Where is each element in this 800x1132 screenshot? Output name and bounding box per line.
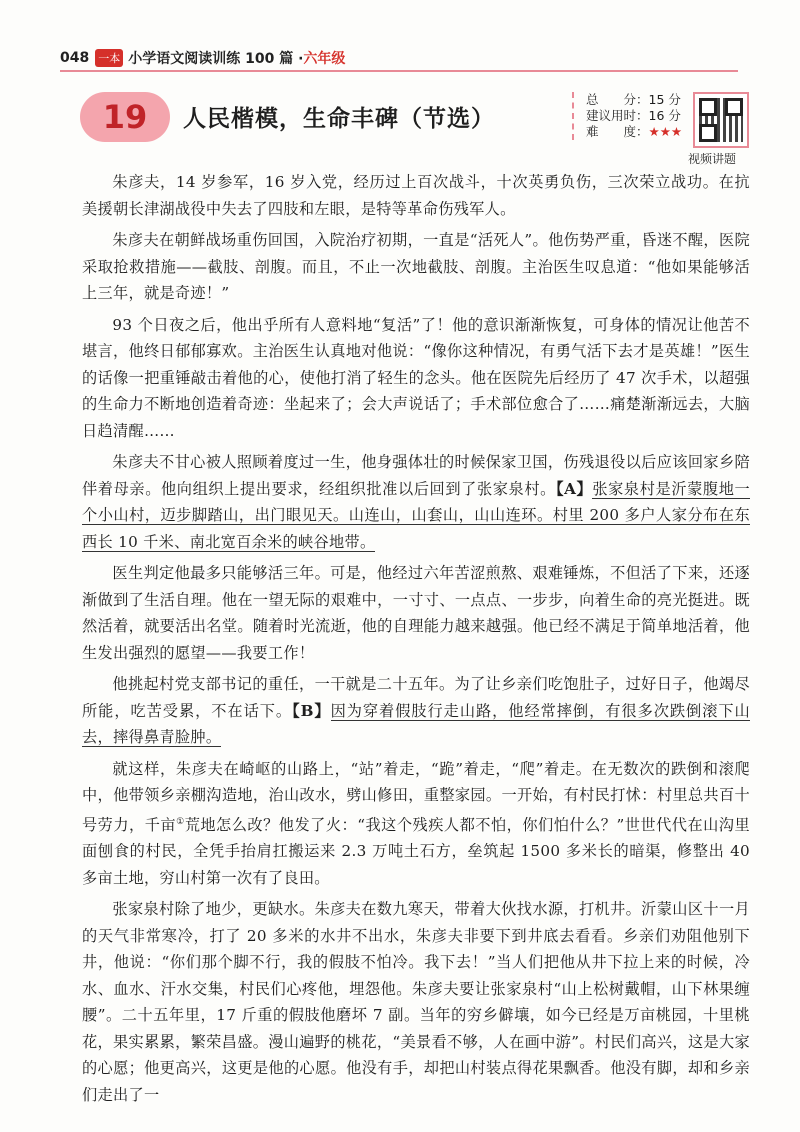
suggested-time-row: 建议用时：16 分 [586,108,681,123]
paragraph: 朱彦夫不甘心被人照顾着度过一生，他身强体壮的时候保家卫国，伤残退役以后应该回家乡陪伴着母亲。他向组织上提出要求，经组织批准以后回到了张家泉村。【A】张家泉村是沂蒙腹地一个小山村，迈步脚踏山，出门眼见天。山连山，山套山，山山连环。村里 200 多户人家分布在东西长 10 千米、南北宽百余米的峡谷地带。 [82,453,750,551]
difficulty-stars: ★★★ [648,124,683,139]
article-body [82,169,750,1113]
lesson-meta [572,92,690,140]
total-score-row: 总 分：15 分 [586,92,681,107]
qr-label: 视频讲题 [688,152,737,166]
underlined-sentence-b: 因为穿着假肢行走山路，他经常摔倒，有很多次跌倒滚下山去，摔得鼻青脸肿。 [82,701,750,746]
lesson-number: 19 [102,98,148,136]
brand-badge: 一本 [95,49,123,67]
qr-code-icon[interactable] [693,92,749,148]
underlined-sentence-a: 张家泉村是沂蒙腹地一个小山村，迈步脚踏山，出门眼见天。山连山，山套山，山山连环。村里 200 多户人家分布在东西长 10 千米、南北宽百余米的峡谷地带。 [82,479,750,551]
total-score: 15 分 [648,92,681,107]
grade-label: 六年级 [303,51,346,67]
qr-finder [725,98,743,116]
lesson-number-badge [80,92,170,142]
paragraph: 医生判定他最多只能够活三年。可是，他经过六年苦涩煎熬、艰难锤炼，不但活了下来，还逐渐做到了生活自理。他在一望无际的艰难中，一寸寸、一点点、一步步，向着生命的亮光挺进。既然活着，就要活出名堂。随着时光流逝，他的自理能力越来越强。他已经不满足于简单地活着，他生发出强烈的愿望——我要工作！ [82,564,750,662]
series-title: 小学语文阅读训练 100 篇 · [128,51,304,67]
marker-b: 【B】 [292,701,331,720]
page-header [60,48,345,68]
paragraph: 张家泉村除了地少，更缺水。朱彦夫在数九寒天，带着大伙找水源，打机井。沂蒙山区十一月的天气非常寒冷，打了 20 多米的水井不出水，朱彦夫非要下到井底去看看。乡亲们劝阻他别下井，他说：“你们那个脚不行，我的假肢不怕冷。我下去！”当人们把他从井下拉上来的时候，冷水、血水、汗水交集，村民们心疼他，埋怨他。朱彦夫要让张家泉村“山上松树戴帽，山下林果缠腰”。二十五年里，17 斤重的假肢他磨坏 7 副。当年的穷乡僻壤，如今已经是万亩桃园，十里桃花，果实累累，繁荣昌盛。漫山遍野的桃花，“美景看不够，人在画中游”。村民们高兴，这是大家的心愿；他更高兴，这更是他的心愿。他没有手，却把山村装点得花果飘香。他没有脚，却和乡亲们走出了一 [82,900,750,1104]
paragraph: 朱彦夫，14 岁参军，16 岁入党，经历过上百次战斗，十次英勇负伤，三次荣立战功。在抗美援朝长津湖战役中失去了四肢和左眼，是特等革命伤残军人。 [82,173,750,218]
qr-finder [699,124,717,142]
paragraph: 就这样，朱彦夫在崎岖的山路上，“站”着走，“跪”着走，“爬”着走。在无数次的跌倒和滚爬中，他带领乡亲棚沟造地，治山改水，劈山修田，重整家园。一开始，有村民打怵：村里总共百十号劳力，千亩①荒地怎么改？他发了火：“我这个残疾人都不怕，你们怕什么？”世世代代在山沟里面刨食的村民，全凭手抬肩扛搬运来 2.3 万吨土石方，垒筑起 1500 多米长的暗渠，修整出 40 多亩土地，穷山村第一次有了良田。 [82,759,750,887]
paragraph: 93 个日夜之后，他出乎所有人意料地“复活”了！他的意识渐渐恢复，可身体的情况让他苦不堪言，他终日郁郁寡欢。主治医生认真地对他说：“像你这种情况，有勇气活下去才是英雄！”医生的话像一把重锤敲击着他的心，使他打消了轻生的念头。他在医院先后经历了 47 次手术，以超强的生命力不断地创造着奇迹：坐起来了；会大声说话了；手术部位愈合了……痛楚渐渐远去，大脑日趋清醒…… [82,315,750,440]
page-number: 048 [60,50,90,66]
suggested-time: 16 分 [648,108,681,123]
difficulty-row: 难 度：★★★ [586,124,683,139]
footnote-marker: ① [176,816,185,827]
paragraph: 他挑起村党支部书记的重任，一干就是二十五年。为了让乡亲们吃饱肚子，过好日子，他竭尽所能，吃苦受累，不在话下。【B】因为穿着假肢行走山路，他经常摔倒，有很多次跌倒滚下山去，摔得鼻青脸肿。 [82,675,750,746]
paragraph: 朱彦夫在朝鲜战场重伤回国，入院治疗初期，一直是“活死人”。他伤势严重，昏迷不醒，医院采取抢救措施——截肢、剖腹。而且，不止一次地截肢、剖腹。主治医生叹息道：“他如果能够活上三年，就是奇迹！” [82,231,750,302]
qr-finder [699,98,717,116]
header-divider [60,70,738,72]
lesson-title: 人民楷模，生命丰碑（节选） [183,106,495,132]
marker-a: 【A】 [555,479,593,498]
